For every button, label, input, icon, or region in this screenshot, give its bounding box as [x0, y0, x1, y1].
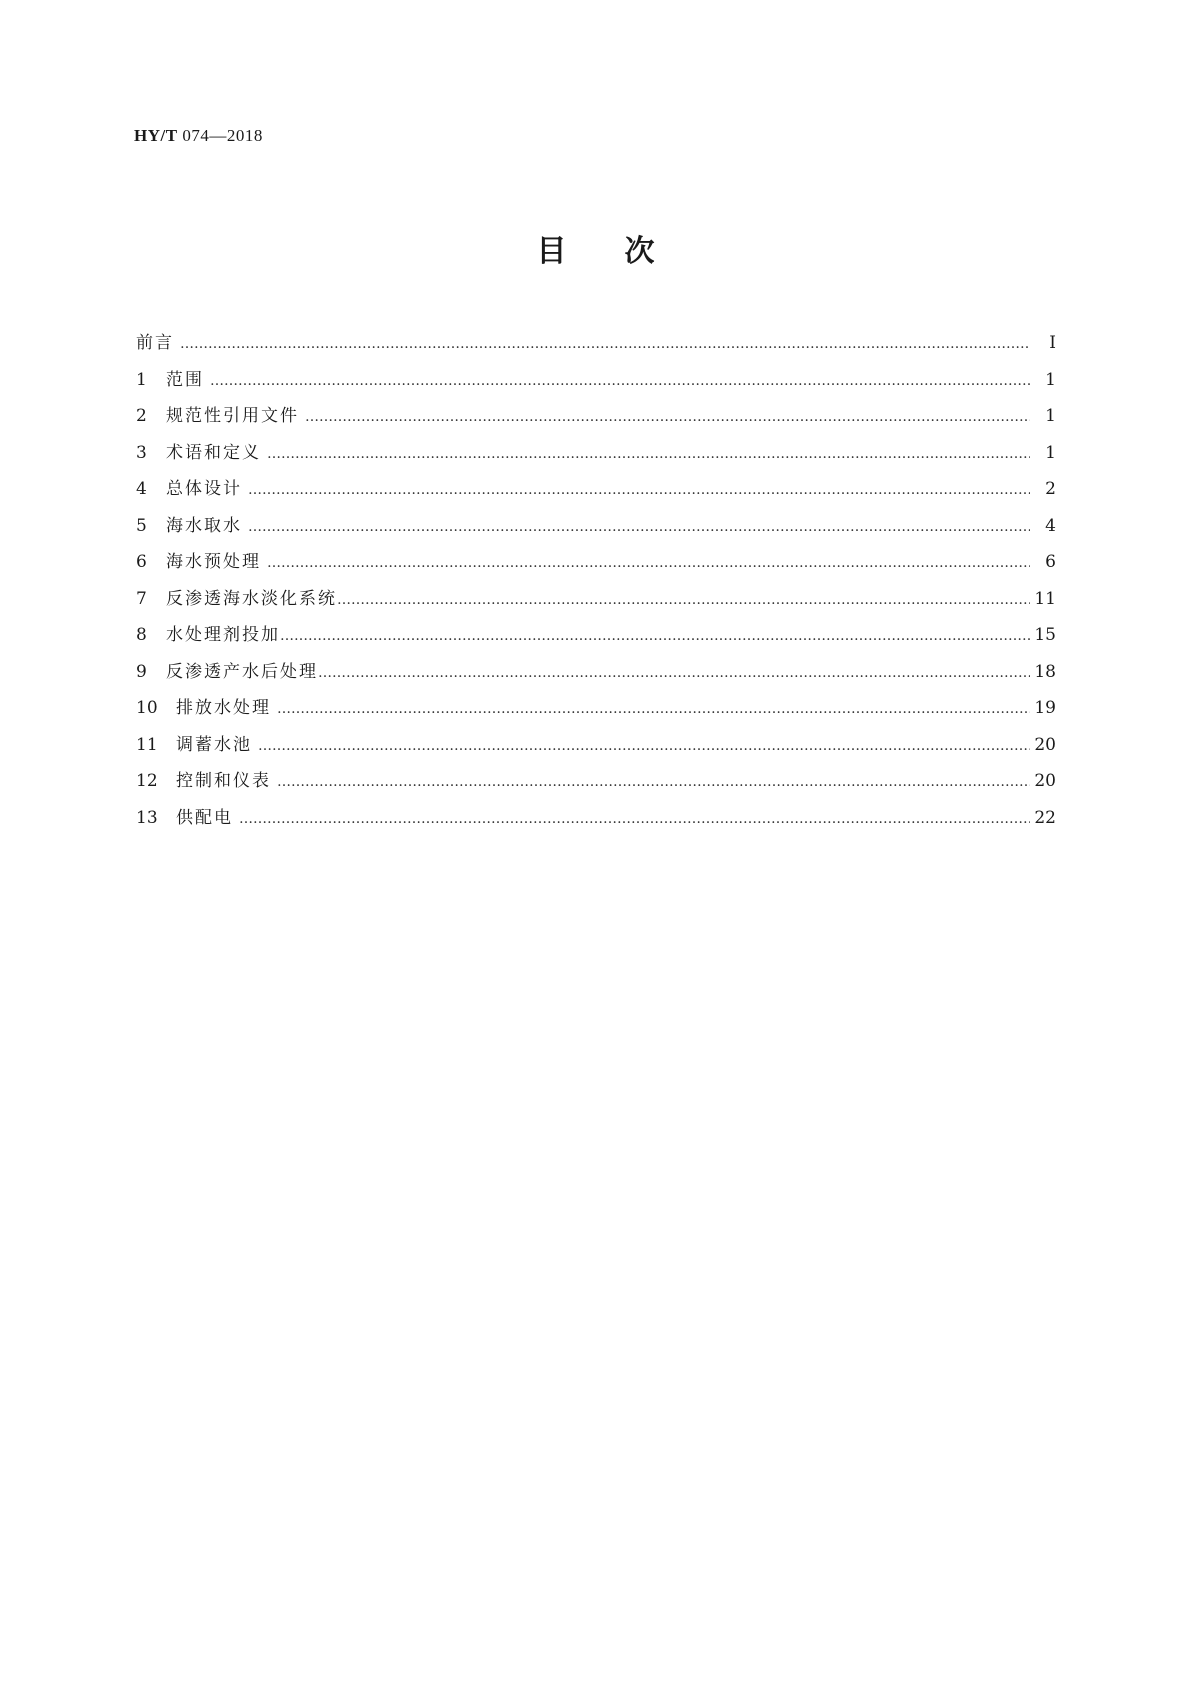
toc-entry-page: Ⅰ — [1049, 333, 1056, 353]
toc-entry-number: 2 — [136, 406, 147, 426]
toc-entry-number: 8 — [136, 625, 147, 645]
toc-entry-number: 1 — [136, 369, 147, 390]
toc-entry-label: 反渗透产水后处理 — [166, 661, 318, 682]
toc-entry-page: 20 — [1034, 734, 1056, 755]
toc-entry-page: 1 — [1045, 369, 1056, 390]
toc-entry-page: 2 — [1045, 479, 1056, 499]
toc-entry-page: 20 — [1034, 771, 1056, 791]
toc-entry-label: 海水预处理 — [166, 552, 261, 572]
document-code-prefix: HY/T — [134, 126, 178, 145]
toc-entry-number: 6 — [136, 552, 147, 572]
document-code — [134, 126, 263, 146]
toc-entry-number: 4 — [136, 479, 147, 499]
toc-entry-number: 13 — [136, 807, 158, 828]
toc-entry-9[interactable] — [136, 657, 1056, 694]
toc-entry-13[interactable] — [136, 803, 1056, 840]
toc-entry-1[interactable] — [136, 365, 1056, 402]
page-title-char-1: 目 — [536, 234, 567, 269]
toc-leader-dots — [277, 774, 1030, 790]
toc-entry-6[interactable] — [136, 547, 1056, 584]
toc-entry-label: 供配电 — [176, 807, 233, 828]
toc-leader-dots — [210, 373, 1030, 389]
toc-entry-label: 控制和仪表 — [176, 771, 271, 791]
toc-entry-2[interactable] — [136, 401, 1056, 438]
document-code-number: 074—2018 — [182, 126, 263, 145]
toc-entry-12[interactable] — [136, 766, 1056, 803]
toc-entry-page: 1 — [1045, 406, 1056, 426]
toc-entry-label: 海水取水 — [166, 515, 242, 536]
toc-entry-label: 调蓄水池 — [176, 734, 252, 755]
toc-entry-label: 前言 — [136, 333, 174, 353]
toc-leader-dots — [258, 738, 1030, 754]
toc-entry-7[interactable] — [136, 584, 1056, 621]
toc-entry-4[interactable] — [136, 474, 1056, 511]
page-title-char-2: 次 — [624, 234, 655, 269]
toc-entry-number: 12 — [136, 771, 158, 791]
toc-entry-page: 15 — [1034, 625, 1056, 645]
toc-entry-8[interactable] — [136, 620, 1056, 657]
toc-leader-dots — [305, 409, 1030, 425]
toc-entry-page: 6 — [1045, 552, 1056, 572]
toc-leader-dots — [248, 519, 1030, 535]
toc-entry-label: 反渗透海水淡化系统 — [166, 588, 337, 609]
toc-entry-page: 4 — [1045, 515, 1056, 536]
toc-entry-number: 7 — [136, 588, 147, 609]
toc-entry-foreword[interactable] — [136, 328, 1056, 365]
toc-entry-page: 18 — [1034, 661, 1056, 682]
toc-leader-dots — [337, 592, 1030, 608]
toc-entry-page: 1 — [1045, 442, 1056, 463]
page-title — [0, 226, 1191, 270]
toc-leader-dots — [248, 482, 1030, 498]
toc-entry-label: 水处理剂投加 — [166, 625, 280, 645]
toc-entry-number: 11 — [136, 734, 158, 755]
toc-leader-dots — [267, 446, 1030, 462]
toc-entry-number: 10 — [136, 698, 158, 718]
toc-entry-label: 规范性引用文件 — [166, 406, 299, 426]
toc-entry-page: 11 — [1034, 588, 1056, 609]
toc-leader-dots — [280, 628, 1030, 644]
toc-leader-dots — [267, 555, 1030, 571]
toc-entry-label: 术语和定义 — [166, 442, 261, 463]
toc-entry-10[interactable] — [136, 693, 1056, 730]
toc-entry-3[interactable] — [136, 438, 1056, 475]
toc-entry-11[interactable] — [136, 730, 1056, 767]
toc-entry-page: 19 — [1034, 698, 1056, 718]
toc-leader-dots — [318, 665, 1030, 681]
toc-entry-number: 5 — [136, 515, 147, 536]
toc-entry-page: 22 — [1034, 807, 1056, 828]
toc-leader-dots — [239, 811, 1030, 827]
toc-entry-number: 3 — [136, 442, 147, 463]
table-of-contents — [136, 328, 1056, 839]
toc-entry-number: 9 — [136, 661, 147, 682]
toc-leader-dots — [180, 336, 1030, 352]
toc-entry-label: 排放水处理 — [176, 698, 271, 718]
toc-entry-5[interactable] — [136, 511, 1056, 548]
toc-leader-dots — [277, 701, 1030, 717]
toc-entry-label: 总体设计 — [166, 479, 242, 499]
toc-entry-label: 范围 — [166, 369, 204, 390]
